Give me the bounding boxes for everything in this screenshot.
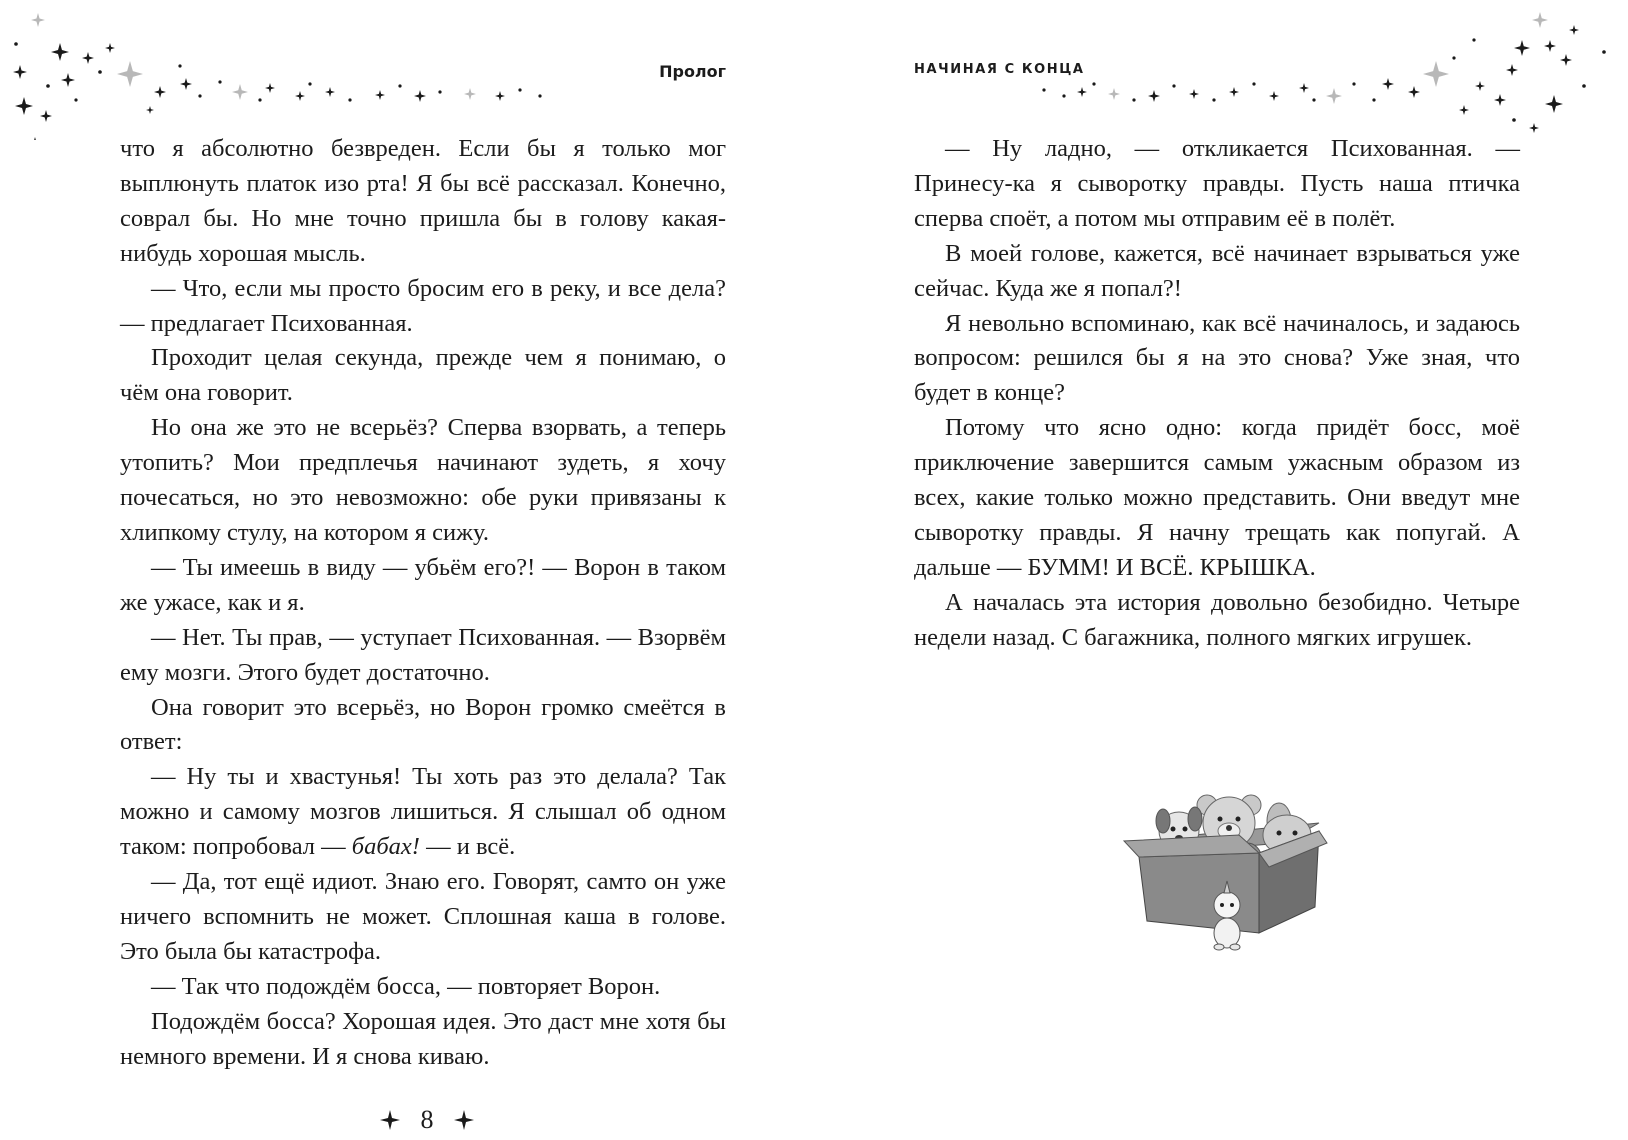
star-dot-icon [46, 84, 50, 88]
star-dot-icon [1582, 84, 1586, 88]
star-icon [105, 43, 115, 53]
star-icon [1299, 83, 1309, 93]
paragraph: Подождём босса? Хорошая идея. Это даст мне хотя бы немного времени. И я снова киваю. [120, 1007, 726, 1070]
right-page-text [914, 132, 1520, 656]
star-icon [154, 86, 166, 98]
page-number-block [380, 1105, 474, 1135]
paragraph: Потому что ясно одно: когда придёт босс, моё приключение завершится самым ужасным образом из всех, какие только можно представить. Они введут мне сыворотку правды. Я начну трещать как попугай. А дальше — БУММ! И ВСЁ. КРЫШКА. [914, 414, 1520, 581]
star-icon [82, 52, 94, 64]
star-dot-icon [308, 82, 311, 85]
paragraph [120, 760, 726, 865]
star-dot-icon [74, 98, 77, 101]
paragraph-text: — и всё. [419, 833, 516, 861]
star-dot-icon [1352, 82, 1355, 85]
paragraph: Но она же это не всерьёз? Сперва взорвать, а теперь утопить? Мои предплечья начинают зудеть, я хочу почесаться, но это невозможно: обе руки привязаны к хлипкому стулу, на котором я сижу. [120, 414, 726, 546]
star-dot-icon [348, 98, 351, 101]
star-icon [1326, 88, 1342, 104]
star-icon [265, 83, 275, 93]
star-icon [15, 97, 33, 115]
star-icon [1423, 61, 1449, 87]
star-icon [1532, 12, 1548, 28]
star-dot-icon [178, 64, 181, 67]
star-icon [1459, 105, 1469, 115]
paragraph: что я абсолютно безвреден. Если бы я только мог выплюнуть платок изо рта! Я бы всё рассказал. Конечно, соврал бы. Но мне точно пришла бы в голову какая-нибудь хорошая мысль. [120, 135, 726, 267]
star-icon [61, 73, 75, 87]
star-icon [1494, 94, 1506, 106]
toy-box-illustration [1119, 783, 1329, 953]
paragraph: А началась эта история довольно безобидно. Четыре недели назад. С багажника, полного мягких игрушек. [914, 588, 1520, 651]
star-dot-icon [1132, 98, 1135, 101]
star-icon [1382, 78, 1394, 90]
star-icon [51, 43, 69, 61]
star-icon [1229, 87, 1239, 97]
star-icon [375, 90, 385, 100]
star-dot-icon [1252, 82, 1255, 85]
star-icon [325, 87, 335, 97]
star-ornament-icon [454, 1110, 474, 1130]
paragraph: Проходит целая секунда, прежде чем я понимаю, о чём она говорит. [120, 344, 726, 407]
emphasis-text: бабах! [351, 833, 420, 861]
star-dot-icon [1172, 84, 1175, 87]
star-icon [180, 78, 192, 90]
paragraph-text: — Ну ты и хвастунья! Ты хоть раз это делала? Так можно и самому мозгов лишиться. Я слышал об одном таком: попробовал — [120, 763, 726, 861]
paragraph: — Ты имеешь в виду — убьём его?! — Ворон в таком же ужасе, как и я. [120, 553, 726, 616]
star-icon [1189, 89, 1199, 99]
star-dot-icon [198, 94, 201, 97]
star-icon [1569, 25, 1579, 35]
star-icon [1108, 88, 1120, 100]
paragraph: — Так что подождём босса, — повторяет Ворон. [151, 972, 661, 1000]
paragraph: — Да, тот ещё идиот. Знаю его. Говорят, самто он уже ничего вспомнить не может. Сплошная каша в голове. Это была бы катастрофа. [120, 868, 726, 965]
star-dot-icon [438, 90, 441, 93]
star-icon [1529, 123, 1539, 133]
star-dot-icon [1472, 38, 1475, 41]
running-head-right: НАЧИНАЯ С КОНЦА [914, 62, 1085, 77]
star-dot-icon [518, 88, 521, 91]
star-icon [1148, 90, 1160, 102]
star-dot-icon [1602, 50, 1606, 54]
star-icon [1269, 91, 1279, 101]
star-dot-icon [1092, 82, 1095, 85]
star-icon [13, 65, 27, 79]
star-icon [117, 61, 143, 87]
star-dot-icon [1042, 88, 1045, 91]
star-icon [1560, 54, 1572, 66]
star-dot-icon [1372, 98, 1375, 101]
star-dot-icon [258, 98, 261, 101]
star-dot-icon [1312, 98, 1315, 101]
star-icon [495, 91, 505, 101]
star-icon [1475, 81, 1485, 91]
star-dot-icon [1452, 56, 1455, 59]
star-icon [295, 91, 305, 101]
star-dot-icon [398, 84, 401, 87]
star-icon [1545, 95, 1563, 113]
star-icon [464, 88, 476, 100]
star-icon [414, 90, 426, 102]
star-dot-icon [1212, 98, 1215, 101]
paragraph: Я невольно вспоминаю, как всё начиналось, и задаюсь вопросом: решился бы я на это снова? Уже зная, что будет в конце? [914, 309, 1520, 407]
star-icon [40, 110, 52, 122]
star-dot-icon [98, 70, 102, 74]
paragraph: — Что, если мы просто бросим его в реку, и все дела? — предлагает Психованная. [120, 274, 726, 337]
paragraph: — Нет. Ты прав, — уступает Психованная. — Взорвём ему мозги. Этого будет достаточно. [120, 623, 726, 686]
paragraph: — Ну ладно, — откликается Психованная. — Принесу-ка я сыворотку правды. Пусть наша птичка сперва споёт, а потом мы отправим её в полёт. [914, 135, 1520, 232]
running-head-left: Пролог [659, 62, 726, 81]
paragraph: Она говорит это всерьёз, но Ворон громко смеётся в ответ: [120, 693, 726, 756]
star-icon [1544, 40, 1556, 52]
star-icon [1506, 64, 1518, 76]
star-dot-icon [1062, 94, 1065, 97]
star-icon [1514, 40, 1530, 56]
paragraph: В моей голове, кажется, всё начинает взрываться уже сейчас. Куда же я попал?! [914, 239, 1520, 302]
star-icon [1408, 86, 1420, 98]
star-icon [1077, 87, 1087, 97]
star-icon [31, 13, 45, 27]
star-icon [146, 106, 154, 114]
star-icon [232, 84, 248, 100]
star-dot-icon [218, 80, 221, 83]
left-page-text [120, 132, 726, 1074]
star-dot-icon [1512, 118, 1516, 122]
star-ornament-icon [380, 1110, 400, 1130]
right-page [814, 0, 1628, 1140]
star-icon [30, 137, 40, 140]
star-dot-icon [14, 42, 18, 46]
star-dot-icon [538, 94, 541, 97]
page-number: 8 [420, 1105, 434, 1134]
